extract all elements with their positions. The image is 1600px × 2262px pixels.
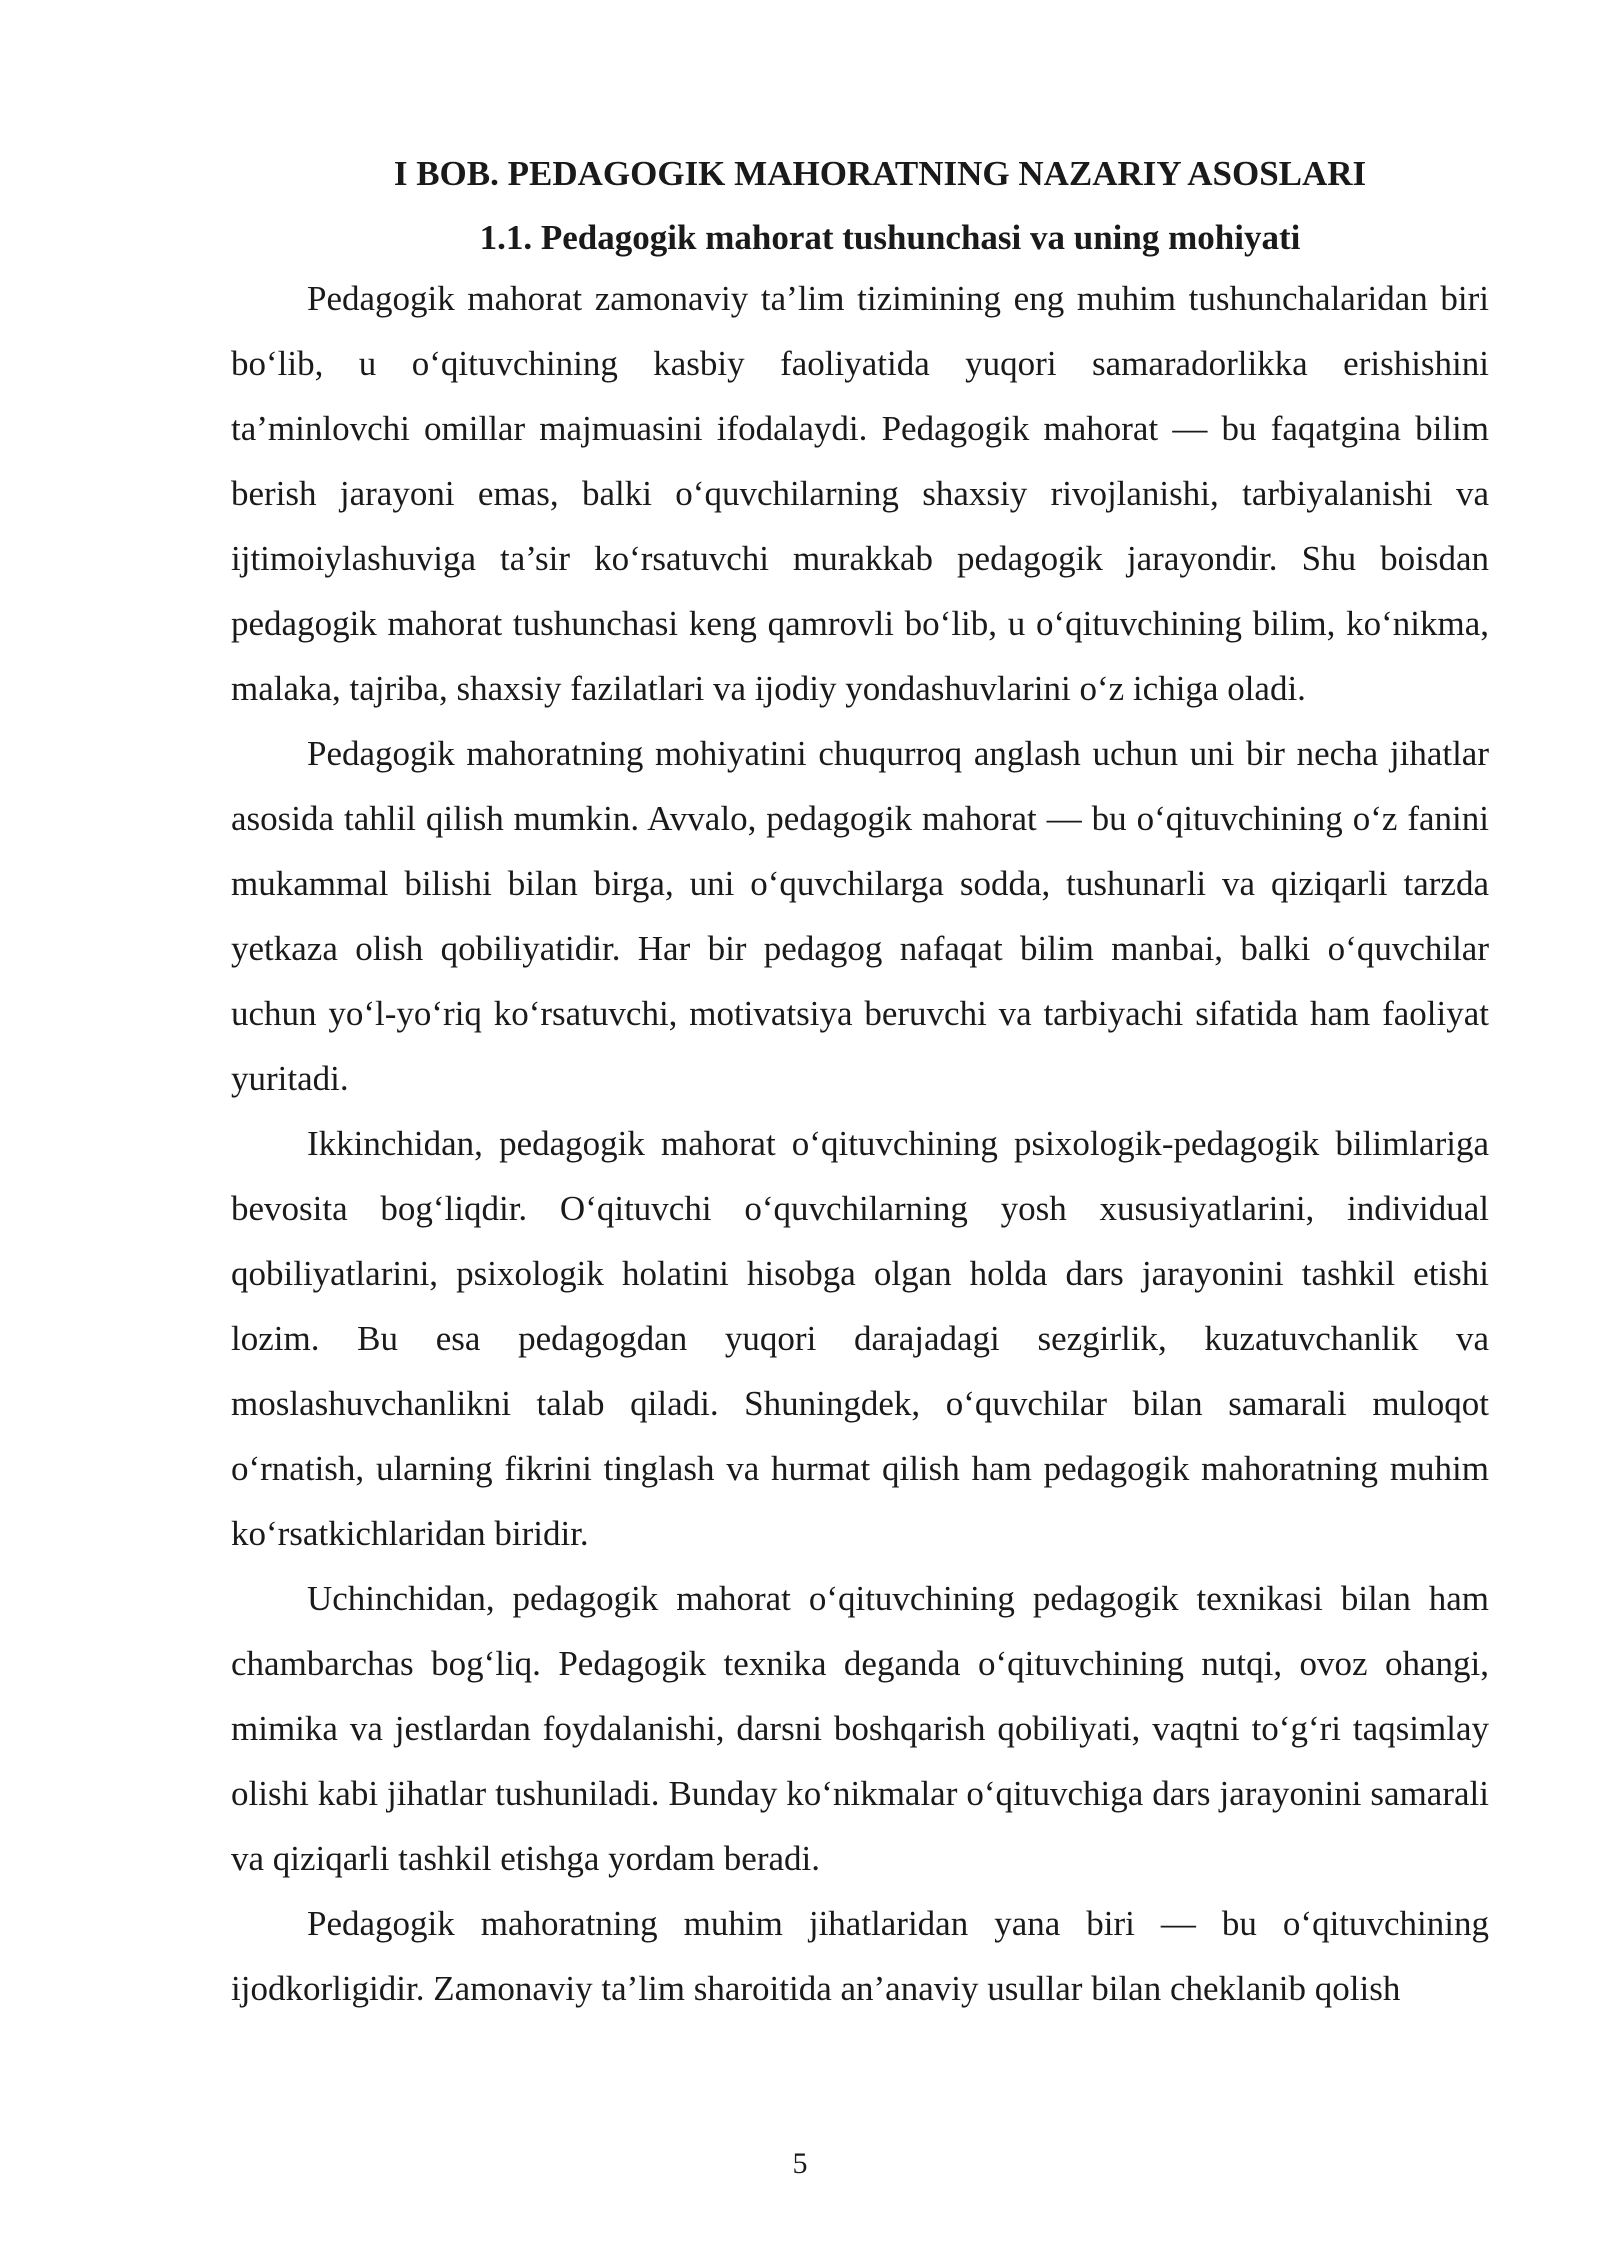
paragraph: Pedagogik mahoratning mohiyatini chuqurroq anglash uchun uni bir necha jihatlar asosida tahlil qilish mumkin. Avvalo, pedagogik mahorat — bu o‘qituvchining o‘z fanini mukammal bilishi bilan birga, uni o‘quvchilarga sodda, tushunarli va qiziqarli tarzda yetkaza olish qobiliyatidir. Har bir pedagog nafaqat bilim manbai, balki o‘quvchilar uchun yo‘l-yo‘riq ko‘rsatuvchi, motivatsiya beruvchi va tarbiyachi sifatida ham faoliyat yuritadi. bbox=[231, 734, 1489, 1098]
chapter-title: I BOB. PEDAGOGIK MAHORATNING NAZARIY ASOSLARI bbox=[393, 154, 1367, 193]
paragraph: Pedagogik mahorat zamonaviy ta’lim tizimining eng muhim tushunchalaridan biri bo‘lib, u o‘qituvchining kasbiy faoliyatida yuqori samaradorlikka erishishini ta’minlovchi omillar majmuasini ifodalaydi. Pedagogik mahorat — bu faqatgina bilim berish jarayoni emas, balki o‘quvchilarning shaxsiy rivojlanishi, tarbiyalanishi va ijtimoiylashuviga ta’sir ko‘rsatuvchi murakkab pedagogik jarayondir. Shu boisdan pedagogik mahorat tushunchasi keng qamrovli bo‘lib, u o‘qituvchining bilim, ko‘nikma, malaka, tajriba, shaxsiy fazilatlari va ijodiy yondashuvlarini o‘z ichiga oladi. bbox=[231, 279, 1489, 708]
paragraph: Pedagogik mahoratning muhim jihatlaridan yana biri — bu o‘qituvchining ijodkorligidir. Zamonaviy ta’lim sharoitida an’anaviy usullar bilan cheklanib qolish bbox=[231, 1904, 1489, 2008]
document-page bbox=[231, 150, 1489, 2021]
paragraph: Ikkinchidan, pedagogik mahorat o‘qituvchining psixologik-pedagogik bilimlariga bevosita bog‘liqdir. O‘qituvchi o‘quvchilarning yosh xususiyatlarini, individual qobiliyatlarini, psixologik holatini hisobga olgan holda dars jarayonini tashkil etishi lozim. Bu esa pedagogdan yuqori darajadagi sezgirlik, kuzatuvchanlik va moslashuvchanlikni talab qiladi. Shuningdek, o‘quvchilar bilan samarali muloqot o‘rnatish, ularning fikrini tinglash va hurmat qilish ham pedagogik mahoratning muhim ko‘rsatkichlaridan biridir. bbox=[231, 1124, 1489, 1553]
section-title: 1.1. Pedagogik mahorat tushunchasi va uning mohiyati bbox=[479, 218, 1301, 257]
page-number: 5 bbox=[792, 2147, 808, 2180]
paragraph: Uchinchidan, pedagogik mahorat o‘qituvchining pedagogik texnikasi bilan ham chambarchas bog‘liq. Pedagogik texnika deganda o‘qituvchining nutqi, ovoz ohangi, mimika va jestlardan foydalanishi, darsni boshqarish qobiliyati, vaqtni to‘g‘ri taqsimlay olishi kabi jihatlar tushuniladi. Bunday ko‘nikmalar o‘qituvchiga dars jarayonini samarali va qiziqarli tashkil etishga yordam beradi. bbox=[231, 1579, 1489, 1878]
